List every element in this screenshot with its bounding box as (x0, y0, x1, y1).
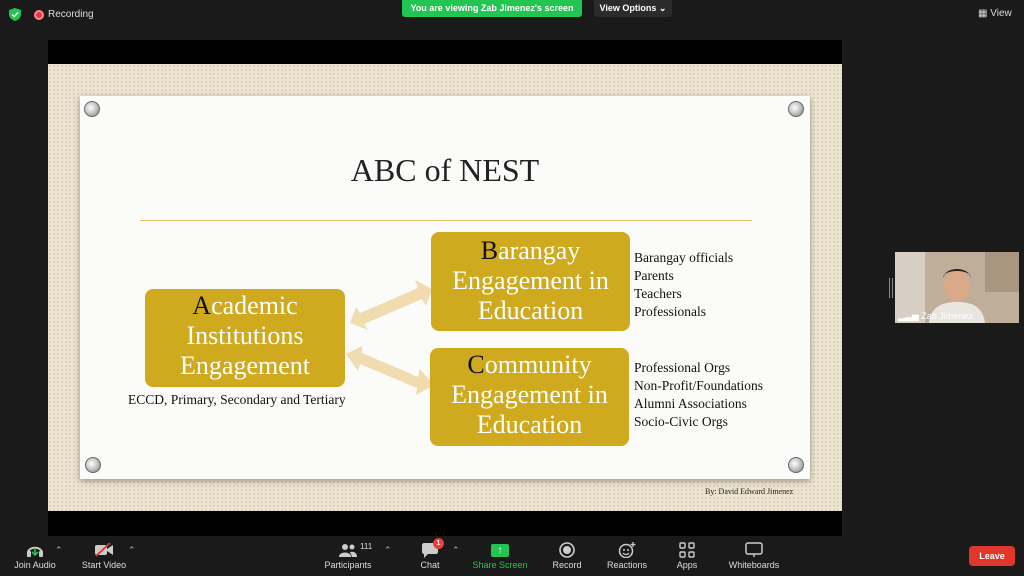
whiteboards-label: Whiteboards (728, 560, 780, 570)
record-icon (547, 540, 587, 560)
share-screen-icon-wrap (472, 540, 528, 560)
pin-icon (85, 457, 101, 473)
whiteboard-icon (724, 540, 784, 560)
join-audio-label: Join Audio (14, 560, 56, 570)
participants-count: 111 (360, 542, 373, 551)
pin-icon (788, 457, 804, 473)
pin-icon (84, 101, 100, 117)
list-item: Socio-Civic Orgs (634, 414, 728, 429)
headphones-icon (8, 540, 62, 560)
whiteboards-button[interactable] (724, 540, 784, 570)
chat-button[interactable] (410, 540, 450, 570)
view-options-label: View Options (599, 3, 657, 13)
list-item: Teachers (634, 286, 682, 301)
box-c-text: ommunity Engagement in Education (451, 350, 608, 439)
participant-name-label: Zab Jimenez (921, 311, 973, 321)
chat-options-caret[interactable]: ⌃ (452, 545, 460, 555)
share-screen-button[interactable] (472, 540, 528, 570)
view-options-button[interactable] (594, 0, 672, 17)
title-divider (140, 220, 752, 221)
list-item: Non-Profit/Foundations (634, 378, 764, 393)
pin-icon (788, 101, 804, 117)
list-item: Professional Orgs (634, 360, 731, 375)
audio-options-caret[interactable]: ⌃ (55, 545, 63, 555)
participants-options-caret[interactable]: ⌃ (384, 545, 392, 555)
start-video-button[interactable] (78, 540, 130, 570)
box-a-initial: A (192, 291, 212, 320)
box-b-text: arangay Engagement in Education (452, 236, 609, 325)
slide-title: ABC of NEST (350, 152, 540, 188)
join-audio-button[interactable] (8, 540, 62, 570)
box-c-initial: C (467, 350, 485, 379)
share-screen-icon: ↑ (491, 544, 509, 557)
box-a-text: cademic Institutions Engagement (180, 291, 310, 380)
video-options-caret[interactable]: ⌃ (128, 545, 136, 555)
apps-icon (670, 540, 704, 560)
view-label: View (990, 8, 1012, 19)
academic-institutions-box (145, 289, 345, 387)
chat-icon (410, 540, 450, 560)
box-b-initial: B (480, 236, 499, 265)
video-off-icon (78, 540, 130, 560)
community-engagement-box (430, 348, 629, 446)
view-button[interactable] (978, 8, 1012, 19)
resize-handle[interactable] (889, 278, 893, 298)
grid-view-icon: ▦ (978, 8, 988, 19)
share-screen-label: Share Screen (472, 560, 528, 570)
academic-levels-text: ECCD, Primary, Secondary and Tertiary (128, 392, 346, 407)
chat-unread-badge: 1 (433, 538, 444, 549)
record-label: Record (552, 560, 582, 570)
list-item: Barangay officials (634, 250, 734, 265)
recording-label: Recording (48, 9, 94, 20)
reactions-label: Reactions (606, 560, 648, 570)
participant-name (898, 311, 973, 322)
slide-credit: By: David Edward Jimenez (705, 487, 794, 496)
recording-icon (34, 10, 44, 20)
list-item: Parents (634, 268, 674, 283)
barangay-engagement-box (431, 232, 630, 331)
smiley-icon (604, 540, 650, 560)
viewing-screen-banner: You are viewing Zab Jimenez's screen (402, 0, 582, 17)
security-shield-icon[interactable] (9, 8, 21, 21)
double-arrows-icon (340, 278, 440, 403)
chevron-down-icon: ⌄ (658, 3, 667, 13)
signal-bars-icon: ▂▃▅ (898, 311, 919, 321)
participants-label: Participants (324, 560, 372, 570)
list-item: Alumni Associations (634, 396, 747, 411)
leave-button[interactable]: Leave (969, 546, 1015, 566)
chat-label: Chat (420, 560, 440, 570)
apps-button[interactable] (670, 540, 704, 570)
barangay-list (634, 249, 733, 321)
record-button[interactable] (547, 540, 587, 570)
list-item: Professionals (634, 304, 706, 319)
community-list (634, 359, 763, 431)
apps-label: Apps (676, 560, 698, 570)
start-video-label: Start Video (81, 560, 127, 570)
reactions-button[interactable] (604, 540, 650, 570)
